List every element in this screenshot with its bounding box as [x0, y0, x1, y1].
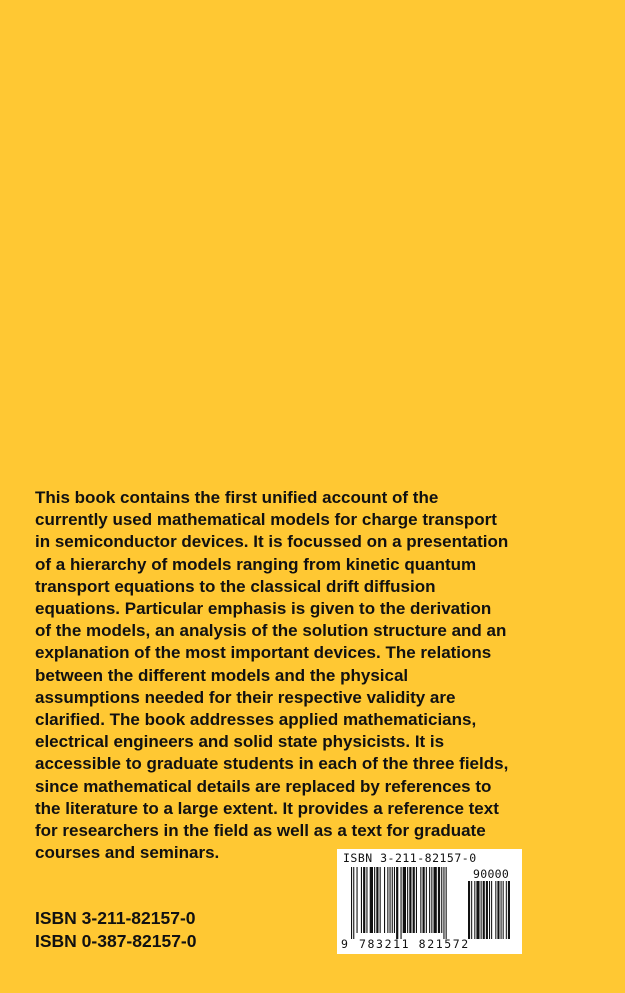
barcode-bar: [407, 867, 408, 933]
description-line: electrical engineers and solid state physicists. It is: [35, 732, 445, 752]
barcode-addon-bar: [483, 881, 485, 939]
barcode-bar: [431, 867, 432, 933]
barcode-price-addon: 90000: [473, 867, 510, 881]
barcode-bar: [380, 867, 381, 933]
description-line: between the different models and the physical: [35, 665, 409, 685]
barcode-bar: [387, 867, 388, 933]
barcode-bar: [409, 867, 411, 933]
barcode-bar: [434, 867, 437, 933]
barcode-addon-bar: [468, 881, 470, 939]
barcode-isbn-text: ISBN 3-211-82157-0: [343, 851, 477, 865]
description-line: assumptions needed for their respective validity are: [35, 687, 456, 707]
barcode-bar: [443, 867, 444, 939]
barcode-bar: [403, 867, 406, 933]
barcode-addon-bar: [489, 881, 490, 939]
description-line: explanation of the most important devices. The relations: [35, 643, 492, 663]
barcode-lead-digit: 9: [341, 937, 348, 951]
barcode-bar: [441, 867, 442, 933]
barcode-addon-bar: [508, 881, 510, 939]
description-line: since mathematical details are replaced by references to: [35, 776, 492, 796]
barcode-bar: [376, 867, 378, 933]
barcode-bar: [374, 867, 375, 933]
barcode-bar: [363, 867, 365, 933]
barcode-addon-bar: [491, 881, 492, 939]
barcode-bar: [353, 867, 354, 939]
description-line: the literature to a large extent. It provides a reference text: [35, 798, 499, 818]
description-line: in semiconductor devices. It is focussed on a presentation: [35, 532, 509, 552]
description-line: currently used mathematical models for charge transport: [35, 510, 497, 530]
barcode-bar: [423, 867, 425, 933]
barcode-bar: [420, 867, 421, 933]
description-line: of the models, an analysis of the solution structure and an: [35, 621, 507, 641]
description-line: equations. Particular emphasis is given to the derivation: [35, 599, 492, 619]
barcode-addon-bar: [506, 881, 507, 939]
description-line: of a hierarchy of models ranging from kinetic quantum: [35, 554, 477, 574]
barcode-addon-bar: [486, 881, 488, 939]
barcode-addon-bar: [481, 881, 482, 939]
barcode-bar: [384, 867, 385, 933]
barcode-bar: [396, 867, 398, 939]
book-description: [35, 487, 595, 864]
barcode-addon-bar: [474, 881, 475, 939]
description-line: transport equations to the classical drift diffusion: [35, 576, 436, 596]
barcode-label: [337, 849, 522, 954]
barcode-bar: [401, 867, 402, 939]
barcode-digits: 783211 821572: [359, 937, 470, 951]
barcode-addon-bar: [497, 881, 499, 939]
barcode-bar: [438, 867, 440, 933]
description-line: clarified. The book addresses applied mathematicians,: [35, 710, 477, 730]
barcode-addon-bar: [503, 881, 504, 939]
barcode-bar: [413, 867, 415, 933]
barcode-bar: [394, 867, 395, 933]
barcode-addon-bar: [471, 881, 472, 939]
barcode-bar: [351, 867, 352, 939]
barcode-bar: [392, 867, 393, 933]
description-line: courses and seminars.: [35, 843, 220, 863]
isbn-line-springer-new-york: ISBN 0-387-82157-0: [35, 930, 197, 951]
barcode-bar: [370, 867, 373, 933]
barcode-addon-bar: [501, 881, 502, 939]
isbn-numbers: [35, 907, 196, 952]
barcode-bar: [366, 867, 367, 933]
barcode-bar: [446, 867, 447, 939]
barcode-bar: [390, 867, 391, 933]
description-line: This book contains the first unified account of the: [35, 488, 439, 507]
barcode-bar: [416, 867, 417, 933]
isbn-line-springer-wien: ISBN 3-211-82157-0: [35, 908, 196, 928]
description-line: for researchers in the field as well as a text for graduate: [35, 821, 486, 841]
barcode-bar: [357, 867, 358, 933]
barcode-addon-bar: [495, 881, 496, 939]
barcode-bar: [429, 867, 430, 933]
barcode-addon-bar: [476, 881, 479, 939]
barcode-bar: [426, 867, 427, 933]
barcode-bar: [361, 867, 362, 933]
description-line: accessible to graduate students in each of the three fields,: [35, 754, 509, 774]
